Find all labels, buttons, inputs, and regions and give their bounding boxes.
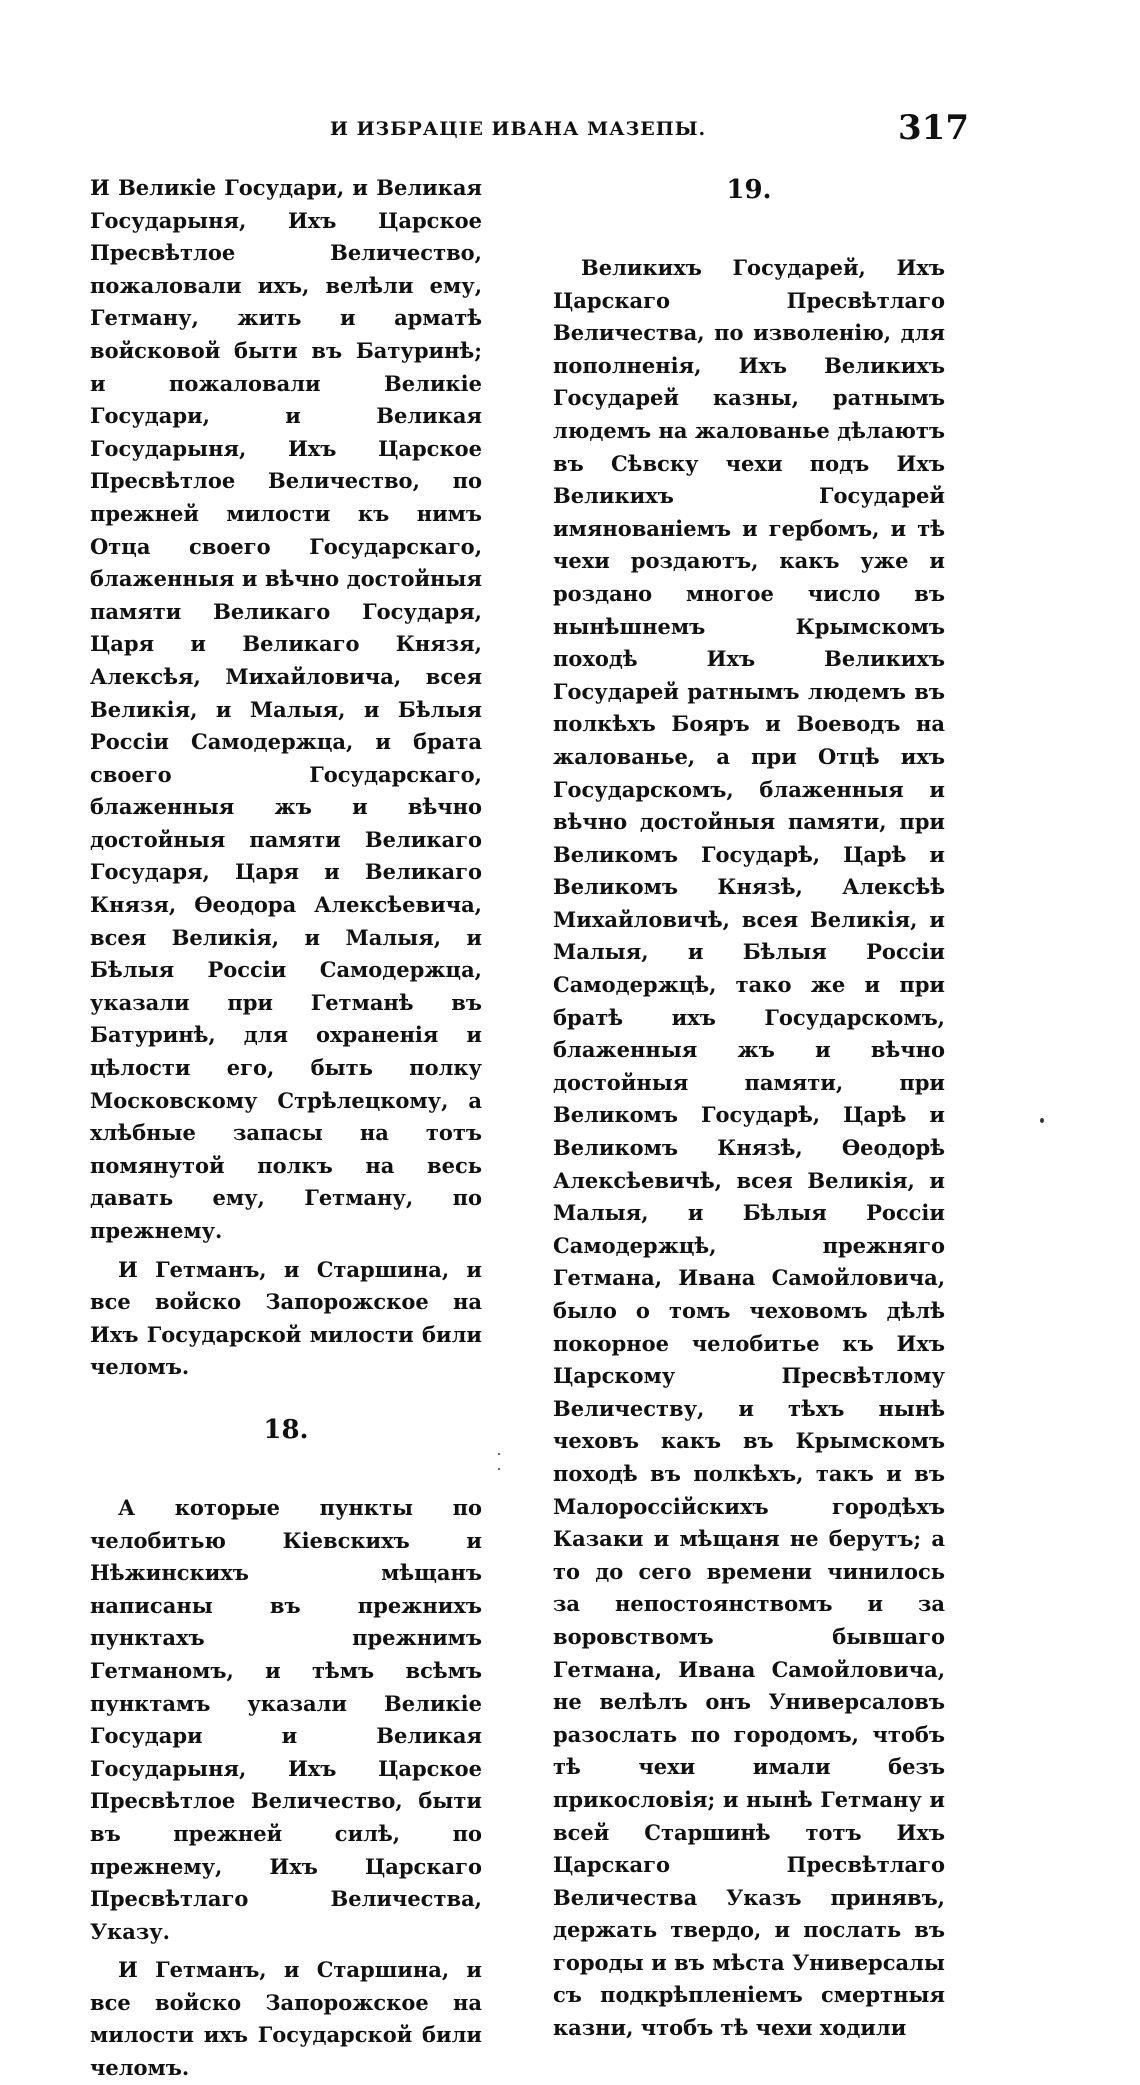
page-number: 317 (898, 108, 969, 148)
section-number: 18. (263, 1414, 309, 1445)
print-speck (1040, 1118, 1044, 1123)
paragraph: Великихъ Государей, Ихъ Царскаго Пресвѣтлаго Величества, по изволенію, для пополненія, Ихъ Великихъ Государей казны, ратнымъ людемъ на жалованье дѣлаютъ въ Сѣвску чехи подъ Ихъ Великихъ Государей имянованіемъ и гербомъ, и тѣ чехи роздаютъ, какъ уже и роздано многое число въ нынѣшнемъ Крымскомъ походѣ Ихъ Великихъ Государей ратнымъ людемъ въ полкѣхъ Бояръ и Воеводъ на жалованье, а при Отцѣ ихъ Государскомъ, блаженныя и вѣчно достойныя памяти, при Великомъ Государѣ, Царѣ и Великомъ Князѣ, Алексѣѣ Михайловичѣ, всея Великія, и Малыя, и Бѣлыя Россіи Самодержцѣ, тако же и при братѣ ихъ Государскомъ, блаженныя жъ и вѣчно достойныя памяти, при Великомъ Государѣ, Царѣ и Великомъ Князѣ, Ѳеодорѣ Алексѣевичѣ, всея Великія, и Малыя, и Бѣлыя Россіи Самодержцѣ, прежняго Гетмана, Ивана Самойловича, было о томъ чеховомъ дѣлѣ покорное челобитье къ Ихъ Царскому Пресвѣтлому Величеству, и тѣхъ нынѣ чеховъ какъ въ Крымскомъ походѣ въ полкѣхъ, такъ и въ Малороссійскихъ городѣхъ Казаки и мѣщаня не берутъ; а то до сего времени чинилось за непостоянствомъ и за воровствомъ бывшаго Гетмана, Ивана Самойловича, не велѣлъ онъ Универсаловъ разослать по городомъ, чтобъ тѣ чехи имали безъ прикословія; и нынѣ Гетману и всей Старшинѣ тотъ Ихъ Царскаго Пресвѣтлаго Величества Указъ принявъ, держать твердо, и послать въ городы и въ мѣста Универсалы съ подкрѣпленіемъ смертныя казни, чтобъ тѣ чехи ходили (553, 255, 945, 2041)
left-column (90, 172, 482, 2085)
paragraph: И Гетманъ, и Старшина, и все войско Запорожское на милости ихъ Государской били челомъ. (90, 1957, 482, 2081)
print-speck (498, 1468, 500, 1470)
paragraph: И Гетманъ, и Старшина, и все войско Запорожское на Ихъ Государской милости били челомъ. (90, 1256, 482, 1380)
paragraph: А которые пункты по челобитью Кіевскихъ и Нѣжинскихъ мѣщанъ написаны въ прежнихъ пунктахъ прежнимъ Гетманомъ, и тѣмъ всѣмъ пунктамъ указали Великіе Государи и Великая Государыня, Ихъ Царское Пресвѣтлое Величество, быти въ прежней силѣ, по прежнему, Ихъ Царскаго Пресвѣтлаго Величества, Указу. (90, 1494, 482, 1944)
right-column (553, 172, 945, 2045)
section-number: 19. (726, 175, 772, 205)
paragraph: И Великіе Государи, и Великая Государыня, Ихъ Царское Пресвѣтлое Величество, пожаловали ихъ, велѣли ему, Гетману, жить и арматѣ войсковой быти въ Батуринѣ; и пожаловали Великіе Государи, и Великая Государыня, Ихъ Царское Пресвѣтлое Величество, по прежней милости къ нимъ Отца своего Государскаго, блаженныя и вѣчно достойныя памяти Великаго Государя, Царя и Великаго Князя, Алексѣя, Михайловича, всея Великія, и Малыя, и Бѣлыя Россіи Самодержца, и брата своего Государскаго, блаженныя жъ и вѣчно достойныя памяти Великаго Государя, Царя и Великаго Князя, Ѳеодора Алексѣевича, всея Великія, и Малыя, и Бѣлыя Россіи Самодержца, указали при Гетманѣ въ Батуринѣ, для охраненія и цѣлости его, быть полку Московскому Стрѣлецкому, а хлѣбные запасы на тотъ помянутой полкъ на весь давать ему, Гетману, по прежнему. (90, 175, 482, 1243)
print-speck (498, 1453, 500, 1455)
running-title: И ИЗБРАЦІЕ ИВАНА МАЗЕПЫ. (330, 118, 707, 140)
